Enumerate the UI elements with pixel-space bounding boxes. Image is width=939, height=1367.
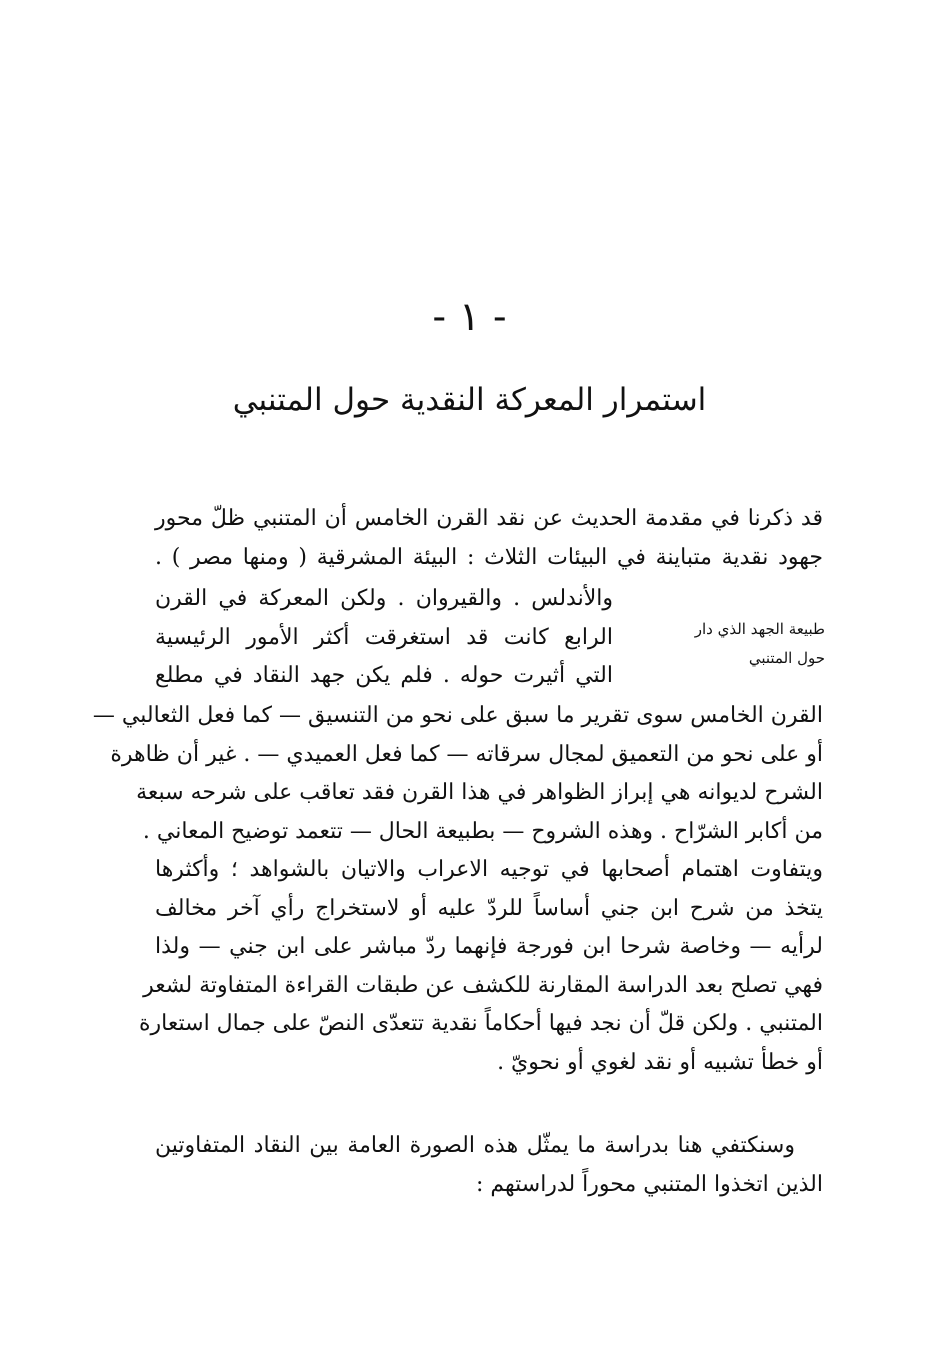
text-line: قد ذكرنا في مقدمة الحديث عن نقد القرن الخامس أن المتنبي ظلّ محور (155, 506, 823, 531)
text-line: وسنكتفي هنا بدراسة ما يمثّل هذه الصورة العامة بين النقاد المتفاوتين (155, 1133, 795, 1158)
paragraph-1-bottom (92, 697, 823, 1082)
text-line: لرأيه — وخاصة شرحا ابن فورجة فإنهما ردّ مباشر على ابن جني — ولذا (155, 934, 823, 959)
paragraph-1-inset (155, 580, 613, 696)
text-line: من أكابر الشرّاح . وهذه الشروح — بطبيعة الحال — تتعمد توضيح المعاني . (142, 818, 823, 844)
text-line: ويتفاوت اهتمام أصحابها في توجيه الاعراب والاتيان بالشواهد ؛ وأكثرها (155, 857, 823, 882)
margin-note-line: حول المتنبي (748, 649, 825, 667)
text-line: فهي تصلح بعد الدراسة المقارنة للكشف عن طبقات القراءة المتفاوتة لشعر (143, 972, 823, 998)
text-line: المتنبي . ولكن قلّ أن نجد فيها أحكاماً نقدية تتعدّى النصّ على جمال استعارة (139, 1011, 823, 1036)
margin-note (668, 615, 825, 673)
chapter-title: استمرار المعركة النقدية حول المتنبي (232, 382, 707, 418)
text-line: الذين اتخذوا المتنبي محوراً لدراستهم : (475, 1171, 823, 1197)
text-line: التي أثيرت حوله . فلم يكن جهد النقاد في مطلع (155, 663, 613, 688)
paragraph-2 (155, 1127, 823, 1204)
text-line: أو خطأ تشبيه أو نقد لغوي أو نحويّ . (497, 1049, 823, 1075)
margin-note-line: طبيعة الجهد الذي دار (694, 620, 825, 638)
text-line: يتخذ من شرح ابن جني أساساً للردّ عليه أو لاستخراج رأي آخر مخالف (155, 895, 823, 921)
text-line: الشرح لديوانه هي إبراز الظواهر في هذا القرن فقد تعاقب على شرحه سبعة (136, 780, 823, 805)
chapter-number: - ١ - (432, 294, 507, 340)
text-line: الرابع كانت قد استغرقت أكثر الأمور الرئيسية (155, 624, 613, 650)
text-line: جهود نقدية متباينة في البيئات الثلاث : البيئة المشرقية ( ومنها مصر ) . (155, 544, 823, 570)
text-line: القرن الخامس سوى تقرير ما سبق على نحو من التنسيق — كما فعل الثعالبي — (92, 703, 823, 728)
text-line: أو على نحو من التعميق لمجال سرقاته — كما فعل العميدي — . غير أن ظاهرة (110, 741, 823, 767)
text-line: والأندلس . والقيروان . ولكن المعركة في القرن (155, 586, 613, 611)
paragraph-1-top (155, 500, 823, 577)
